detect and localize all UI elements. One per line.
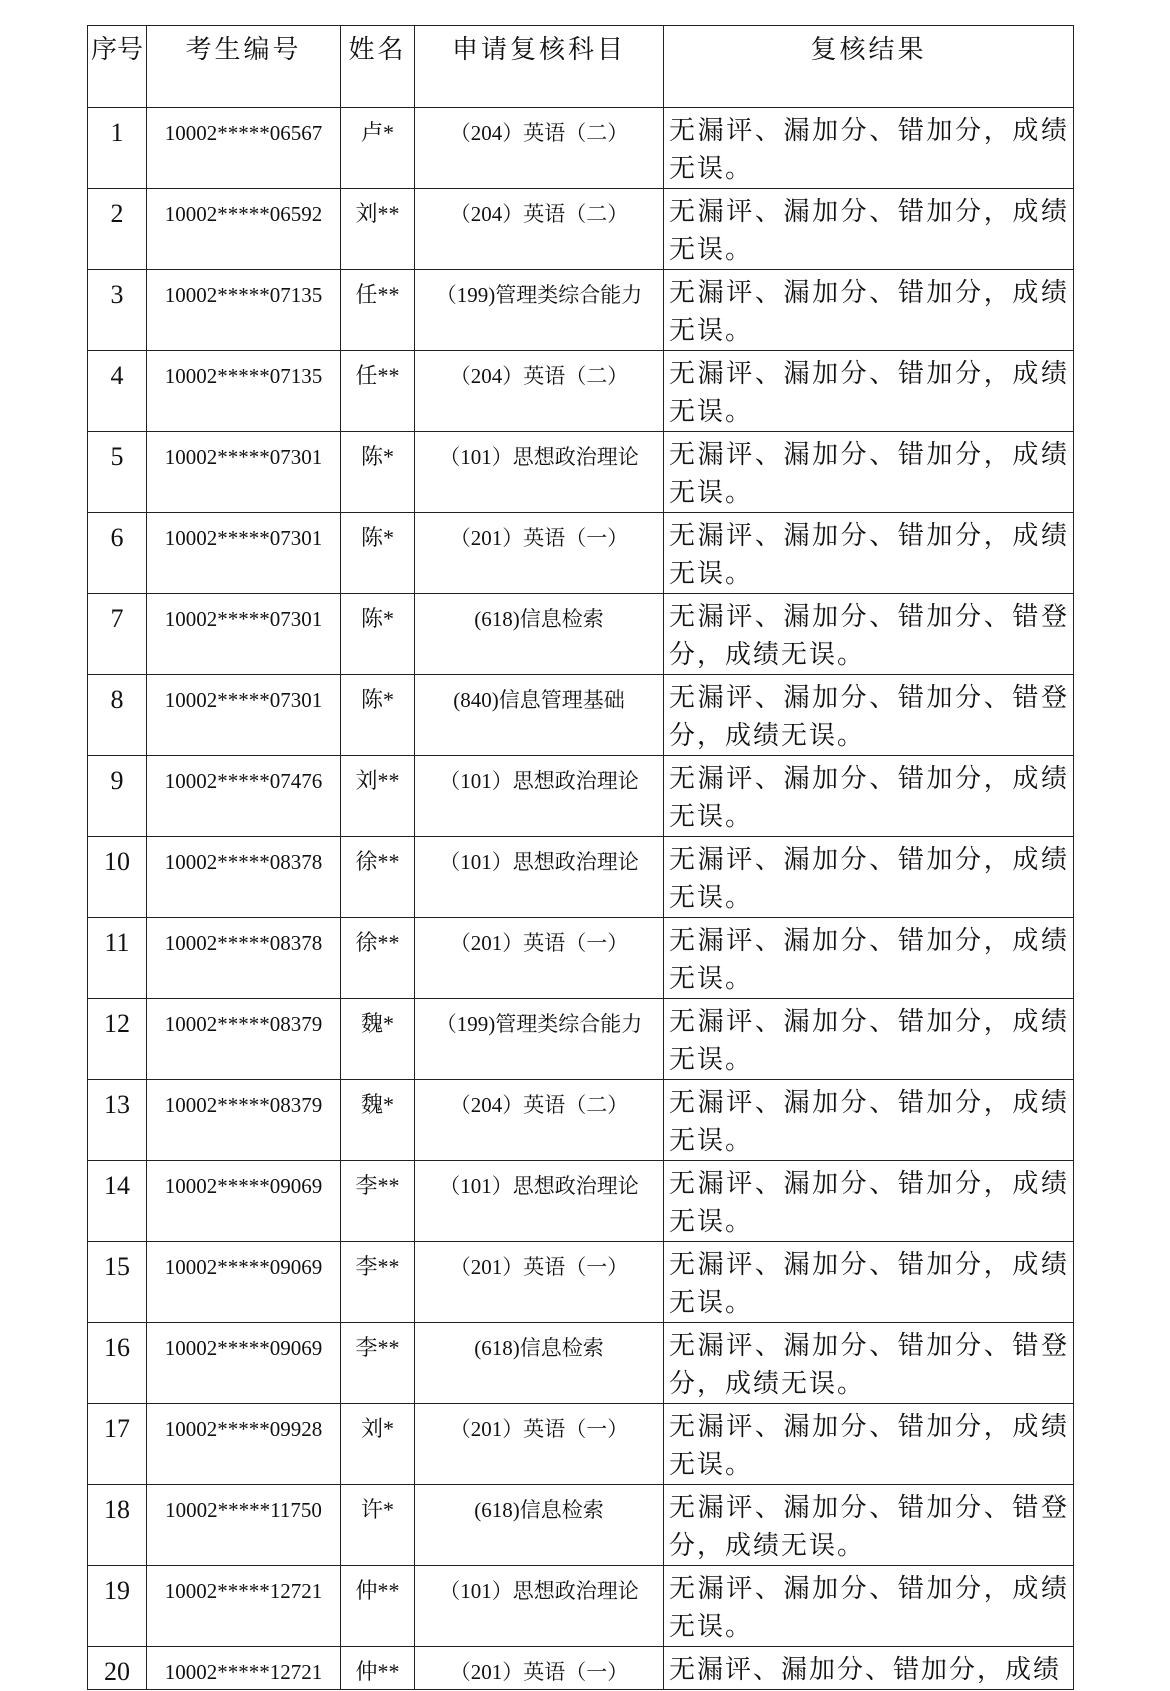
subject-text: （201）英语（一） bbox=[449, 1417, 629, 1441]
cell-subject bbox=[415, 513, 664, 594]
cell-result bbox=[664, 108, 1074, 189]
cell-seq bbox=[88, 1404, 147, 1485]
exam-id-text: 10002*****07135 bbox=[164, 364, 323, 388]
subject-text: （201）英语（一） bbox=[449, 526, 629, 550]
table-row bbox=[88, 1404, 1074, 1485]
subject-text: （199)管理类综合能力 bbox=[435, 283, 643, 307]
cell-exam-id bbox=[147, 594, 341, 675]
exam-id-text: 10002*****11750 bbox=[165, 1498, 322, 1522]
name-text: 李** bbox=[355, 1173, 400, 1198]
cell-subject bbox=[415, 270, 664, 351]
cell-subject bbox=[415, 1323, 664, 1404]
table-header bbox=[88, 26, 1074, 108]
table-row bbox=[88, 270, 1074, 351]
cell-name bbox=[341, 189, 415, 270]
result-text: 无漏评、漏加分、错加分、错登分，成绩无误。 bbox=[669, 602, 1069, 670]
exam-id-text: 10002*****09928 bbox=[164, 1417, 323, 1441]
table-row bbox=[88, 1323, 1074, 1404]
name-text: 李** bbox=[355, 1335, 400, 1360]
table-row bbox=[88, 837, 1074, 918]
cell-subject bbox=[415, 675, 664, 756]
seq-text: 15 bbox=[104, 1252, 130, 1281]
cell-seq bbox=[88, 270, 147, 351]
cell-name bbox=[341, 756, 415, 837]
cell-name bbox=[341, 999, 415, 1080]
exam-id-text: 10002*****06567 bbox=[164, 121, 323, 145]
name-text: 陈* bbox=[360, 687, 394, 712]
cell-name bbox=[341, 594, 415, 675]
cell-exam-id bbox=[147, 1161, 341, 1242]
cell-exam-id bbox=[147, 1242, 341, 1323]
cell-subject bbox=[415, 1080, 664, 1161]
result-text: 无漏评、漏加分、错加分、错登分，成绩无误。 bbox=[669, 683, 1069, 751]
subject-text: (618)信息检索 bbox=[474, 607, 604, 631]
seq-text: 12 bbox=[104, 1009, 130, 1038]
name-text: 徐** bbox=[355, 849, 400, 874]
cell-result bbox=[664, 1404, 1074, 1485]
cell-exam-id bbox=[147, 1647, 341, 1690]
cell-exam-id bbox=[147, 351, 341, 432]
subject-text: （201）英语（一） bbox=[449, 1660, 629, 1684]
cell-seq bbox=[88, 1161, 147, 1242]
cell-name bbox=[341, 1647, 415, 1690]
seq-text: 13 bbox=[104, 1090, 130, 1119]
result-text: 无漏评、漏加分、错加分，成绩无误。 bbox=[669, 926, 1069, 994]
subject-text: （204）英语（二） bbox=[449, 364, 629, 388]
cell-name bbox=[341, 351, 415, 432]
cell-subject bbox=[415, 1566, 664, 1647]
result-text: 无漏评、漏加分、错加分，成绩无误。 bbox=[669, 278, 1069, 346]
cell-exam-id bbox=[147, 432, 341, 513]
table-row bbox=[88, 108, 1074, 189]
cell-seq bbox=[88, 594, 147, 675]
exam-id-text: 10002*****09069 bbox=[164, 1255, 323, 1279]
cell-subject bbox=[415, 108, 664, 189]
header-seq-label: 序号 bbox=[90, 35, 143, 65]
cell-name bbox=[341, 837, 415, 918]
name-text: 陈* bbox=[360, 444, 394, 469]
table-row bbox=[88, 1161, 1074, 1242]
subject-text: （201）英语（一） bbox=[449, 1255, 629, 1279]
seq-text: 6 bbox=[110, 523, 124, 552]
review-results-table bbox=[87, 25, 1074, 1690]
result-text: 无漏评、漏加分、错加分、错登分，成绩无误。 bbox=[669, 1493, 1069, 1561]
cell-name bbox=[341, 918, 415, 999]
cell-result bbox=[664, 513, 1074, 594]
header-name-label: 姓名 bbox=[348, 35, 407, 65]
result-text: 无漏评、漏加分、错加分，成绩无误。 bbox=[669, 764, 1069, 832]
exam-id-text: 10002*****07301 bbox=[164, 445, 323, 469]
cell-seq bbox=[88, 513, 147, 594]
subject-text: （204）英语（二） bbox=[449, 1093, 629, 1117]
cell-name bbox=[341, 1485, 415, 1566]
cell-subject bbox=[415, 351, 664, 432]
table-row bbox=[88, 756, 1074, 837]
name-text: 陈* bbox=[360, 606, 394, 631]
cell-name bbox=[341, 108, 415, 189]
seq-text: 5 bbox=[110, 442, 124, 471]
table-row bbox=[88, 999, 1074, 1080]
cell-exam-id bbox=[147, 675, 341, 756]
cell-result bbox=[664, 1161, 1074, 1242]
result-text: 无漏评、漏加分、错加分、错登分，成绩无误。 bbox=[669, 1331, 1069, 1399]
exam-id-text: 10002*****12721 bbox=[164, 1660, 323, 1684]
cell-seq bbox=[88, 1566, 147, 1647]
seq-text: 17 bbox=[104, 1414, 130, 1443]
exam-id-text: 10002*****07301 bbox=[164, 688, 323, 712]
seq-text: 16 bbox=[104, 1333, 130, 1362]
cell-subject bbox=[415, 918, 664, 999]
cell-seq bbox=[88, 1485, 147, 1566]
table-row bbox=[88, 675, 1074, 756]
header-seq bbox=[88, 26, 147, 108]
name-text: 许* bbox=[360, 1497, 394, 1522]
subject-text: （101）思想政治理论 bbox=[439, 1579, 639, 1603]
subject-text: （201）英语（一） bbox=[449, 931, 629, 955]
cell-name bbox=[341, 1566, 415, 1647]
table-body bbox=[88, 108, 1074, 1690]
cell-seq bbox=[88, 189, 147, 270]
result-text: 无漏评、漏加分、错加分，成绩无误。 bbox=[669, 1088, 1069, 1156]
name-text: 卢* bbox=[360, 120, 394, 145]
subject-text: （101）思想政治理论 bbox=[439, 1174, 639, 1198]
name-text: 魏* bbox=[360, 1011, 394, 1036]
subject-text: (618)信息检索 bbox=[474, 1498, 604, 1522]
cell-exam-id bbox=[147, 1323, 341, 1404]
cell-result bbox=[664, 1485, 1074, 1566]
cell-exam-id bbox=[147, 999, 341, 1080]
cell-subject bbox=[415, 1404, 664, 1485]
cell-result bbox=[664, 675, 1074, 756]
cell-result bbox=[664, 270, 1074, 351]
cell-subject bbox=[415, 756, 664, 837]
seq-text: 14 bbox=[104, 1171, 130, 1200]
subject-text: （204）英语（二） bbox=[449, 121, 629, 145]
table-row bbox=[88, 1647, 1074, 1690]
result-text: 无漏评、漏加分、错加分，成绩无误。 bbox=[669, 1250, 1069, 1318]
cell-result bbox=[664, 756, 1074, 837]
header-subject bbox=[415, 26, 664, 108]
cell-result bbox=[664, 999, 1074, 1080]
table-row bbox=[88, 1242, 1074, 1323]
result-text: 无漏评、漏加分、错加分，成绩无误。 bbox=[669, 1007, 1069, 1075]
result-text: 无漏评、漏加分、错加分，成绩无误。 bbox=[669, 197, 1069, 265]
cell-result bbox=[664, 1242, 1074, 1323]
cell-subject bbox=[415, 189, 664, 270]
cell-result bbox=[664, 837, 1074, 918]
cell-result bbox=[664, 918, 1074, 999]
cell-exam-id bbox=[147, 837, 341, 918]
seq-text: 8 bbox=[110, 685, 124, 714]
cell-seq bbox=[88, 351, 147, 432]
result-text: 无漏评、漏加分、错加分，成绩无误。 bbox=[669, 1169, 1069, 1237]
name-text: 李** bbox=[355, 1254, 400, 1279]
cell-subject bbox=[415, 1161, 664, 1242]
seq-text: 9 bbox=[110, 766, 124, 795]
cell-exam-id bbox=[147, 513, 341, 594]
subject-text: （101）思想政治理论 bbox=[439, 769, 639, 793]
result-text: 无漏评、漏加分、错加分，成绩无误。 bbox=[669, 1574, 1069, 1642]
table-row bbox=[88, 432, 1074, 513]
seq-text: 10 bbox=[104, 847, 130, 876]
seq-text: 4 bbox=[110, 361, 124, 390]
cell-exam-id bbox=[147, 918, 341, 999]
header-result-label: 复核结果 bbox=[810, 35, 927, 65]
exam-id-text: 10002*****07301 bbox=[164, 526, 323, 550]
cell-exam-id bbox=[147, 1080, 341, 1161]
result-text: 无漏评、漏加分、错加分，成绩无误。 bbox=[669, 116, 1069, 184]
exam-id-text: 10002*****09069 bbox=[164, 1336, 323, 1360]
exam-id-text: 10002*****08379 bbox=[164, 1093, 323, 1117]
header-exam-id bbox=[147, 26, 341, 108]
cell-name bbox=[341, 270, 415, 351]
cell-name bbox=[341, 1242, 415, 1323]
table-row bbox=[88, 594, 1074, 675]
exam-id-text: 10002*****07301 bbox=[164, 607, 323, 631]
exam-id-text: 10002*****12721 bbox=[164, 1579, 323, 1603]
cell-exam-id bbox=[147, 1485, 341, 1566]
result-text: 无漏评、漏加分、错加分，成绩无误。 bbox=[669, 359, 1069, 427]
result-text: 无漏评、漏加分、错加分，成绩 bbox=[669, 1655, 1062, 1685]
subject-text: （204）英语（二） bbox=[449, 202, 629, 226]
cell-seq bbox=[88, 675, 147, 756]
cell-result bbox=[664, 1566, 1074, 1647]
cell-subject bbox=[415, 432, 664, 513]
seq-text: 1 bbox=[110, 118, 124, 147]
cell-seq bbox=[88, 756, 147, 837]
exam-id-text: 10002*****08378 bbox=[164, 850, 323, 874]
cell-result bbox=[664, 432, 1074, 513]
exam-id-text: 10002*****06592 bbox=[164, 202, 323, 226]
cell-result bbox=[664, 1647, 1074, 1690]
table-row bbox=[88, 351, 1074, 432]
result-text: 无漏评、漏加分、错加分，成绩无误。 bbox=[669, 1412, 1069, 1480]
exam-id-text: 10002*****08379 bbox=[164, 1012, 323, 1036]
cell-subject bbox=[415, 999, 664, 1080]
cell-subject bbox=[415, 837, 664, 918]
subject-text: （101）思想政治理论 bbox=[439, 445, 639, 469]
cell-seq bbox=[88, 432, 147, 513]
cell-subject bbox=[415, 594, 664, 675]
result-text: 无漏评、漏加分、错加分，成绩无误。 bbox=[669, 845, 1069, 913]
exam-id-text: 10002*****09069 bbox=[164, 1174, 323, 1198]
seq-text: 3 bbox=[110, 280, 124, 309]
cell-seq bbox=[88, 1242, 147, 1323]
cell-result bbox=[664, 1323, 1074, 1404]
cell-name bbox=[341, 1080, 415, 1161]
cell-seq bbox=[88, 918, 147, 999]
cell-exam-id bbox=[147, 189, 341, 270]
name-text: 仲** bbox=[355, 1659, 400, 1684]
cell-exam-id bbox=[147, 108, 341, 189]
exam-id-text: 10002*****07135 bbox=[164, 283, 323, 307]
cell-name bbox=[341, 1161, 415, 1242]
result-text: 无漏评、漏加分、错加分，成绩无误。 bbox=[669, 440, 1069, 508]
subject-text: (840)信息管理基础 bbox=[453, 688, 625, 712]
name-text: 任** bbox=[355, 282, 400, 307]
cell-subject bbox=[415, 1242, 664, 1323]
cell-exam-id bbox=[147, 1566, 341, 1647]
table-row bbox=[88, 189, 1074, 270]
cell-subject bbox=[415, 1647, 664, 1690]
cell-seq bbox=[88, 999, 147, 1080]
name-text: 魏* bbox=[360, 1092, 394, 1117]
exam-id-text: 10002*****08378 bbox=[164, 931, 323, 955]
seq-text: 2 bbox=[110, 199, 124, 228]
cell-seq bbox=[88, 1323, 147, 1404]
table-row bbox=[88, 1566, 1074, 1647]
result-text: 无漏评、漏加分、错加分，成绩无误。 bbox=[669, 521, 1069, 589]
name-text: 刘* bbox=[360, 1416, 394, 1441]
cell-subject bbox=[415, 1485, 664, 1566]
name-text: 仲** bbox=[355, 1578, 400, 1603]
table-row bbox=[88, 1080, 1074, 1161]
seq-text: 7 bbox=[110, 604, 124, 633]
header-result bbox=[664, 26, 1074, 108]
cell-result bbox=[664, 1080, 1074, 1161]
header-subject-label: 申请复核科目 bbox=[451, 35, 626, 65]
seq-text: 11 bbox=[104, 928, 130, 957]
seq-text: 19 bbox=[104, 1576, 130, 1605]
seq-text: 18 bbox=[104, 1495, 130, 1524]
table-row bbox=[88, 918, 1074, 999]
cell-name bbox=[341, 513, 415, 594]
name-text: 刘** bbox=[355, 201, 400, 226]
cell-exam-id bbox=[147, 1404, 341, 1485]
cell-result bbox=[664, 594, 1074, 675]
cell-name bbox=[341, 432, 415, 513]
cell-result bbox=[664, 189, 1074, 270]
header-name bbox=[341, 26, 415, 108]
cell-seq bbox=[88, 1647, 147, 1690]
seq-text: 20 bbox=[104, 1657, 130, 1686]
subject-text: (618)信息检索 bbox=[474, 1336, 604, 1360]
exam-id-text: 10002*****07476 bbox=[164, 769, 323, 793]
cell-seq bbox=[88, 1080, 147, 1161]
cell-name bbox=[341, 1404, 415, 1485]
cell-seq bbox=[88, 108, 147, 189]
cell-result bbox=[664, 351, 1074, 432]
subject-text: （101）思想政治理论 bbox=[439, 850, 639, 874]
table-row bbox=[88, 1485, 1074, 1566]
header-row bbox=[88, 26, 1074, 108]
cell-seq bbox=[88, 837, 147, 918]
header-exam-id-label: 考生编号 bbox=[185, 35, 302, 65]
subject-text: （199)管理类综合能力 bbox=[435, 1012, 643, 1036]
name-text: 刘** bbox=[355, 768, 400, 793]
cell-name bbox=[341, 675, 415, 756]
cell-name bbox=[341, 1323, 415, 1404]
name-text: 徐** bbox=[355, 930, 400, 955]
cell-exam-id bbox=[147, 270, 341, 351]
cell-exam-id bbox=[147, 756, 341, 837]
name-text: 陈* bbox=[360, 525, 394, 550]
table-row bbox=[88, 513, 1074, 594]
name-text: 任** bbox=[355, 363, 400, 388]
